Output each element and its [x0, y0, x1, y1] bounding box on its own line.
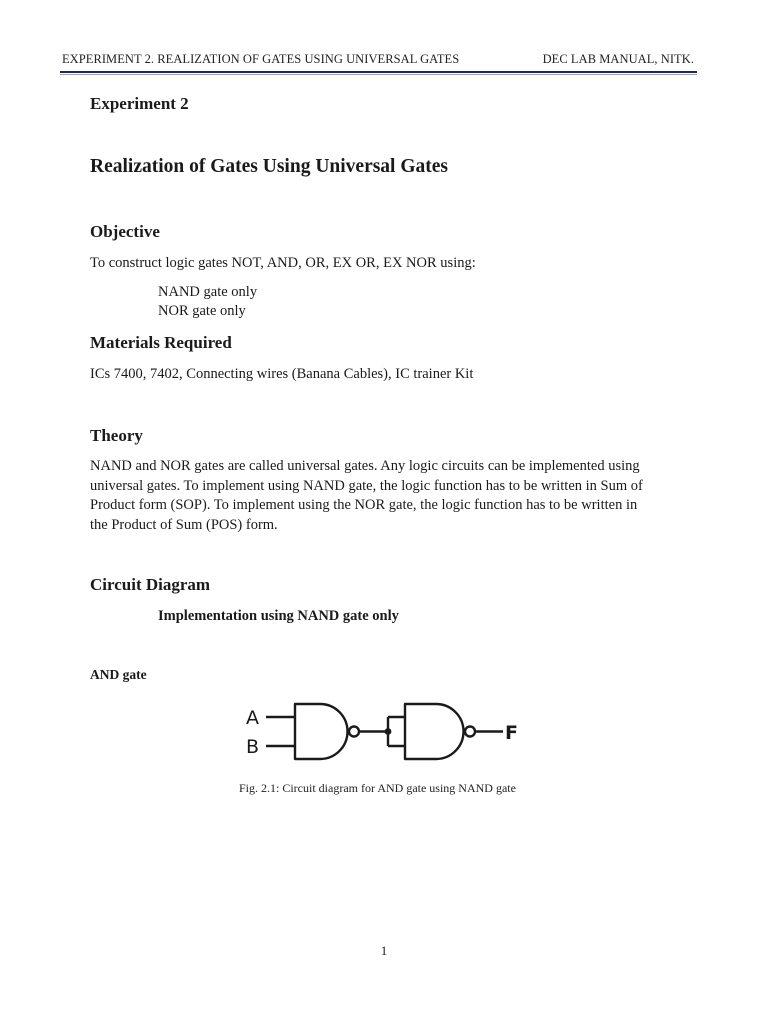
output-f-label: F [505, 722, 518, 744]
and-gate-circuit-figure [240, 696, 530, 766]
theory-heading: Theory [90, 426, 143, 445]
implementation-subheading: Implementation using NAND gate only [158, 608, 399, 624]
experiment-label: Experiment 2 [90, 94, 189, 113]
objective-item-nand: NAND gate only [158, 284, 258, 300]
nand-gate-1-bubble [349, 727, 359, 737]
header-rule-thin [60, 74, 697, 75]
input-b-label: B [246, 736, 260, 758]
objective-intro: To construct logic gates NOT, AND, OR, EX OR, EX NOR using: [90, 255, 476, 271]
page-number: 1 [380, 943, 388, 958]
theory-line: NAND and NOR gates are called universal gates. Any logic circuits can be implemented using [90, 458, 640, 474]
nand-gate-1 [295, 704, 347, 759]
page-title: Realization of Gates Using Universal Gates [90, 156, 449, 177]
materials-text: ICs 7400, 7402, Connecting wires (Banana Cables), IC trainer Kit [90, 366, 474, 382]
objective-item-nor: NOR gate only [158, 303, 246, 319]
nand-gate-2-bubble [465, 727, 475, 737]
theory-line: the Product of Sum (POS) form. [90, 516, 278, 533]
theory-line: Product form (SOP). To implement using the NOR gate, the logic function has to be written in [90, 497, 638, 513]
theory-paragraph [90, 457, 680, 535]
running-header-left: EXPERIMENT 2. REALIZATION OF GATES USING UNIVERSAL GATES [62, 52, 460, 66]
materials-heading: Materials Required [90, 333, 232, 352]
objective-heading: Objective [90, 222, 160, 241]
figure-caption: Fig. 2.1: Circuit diagram for AND gate using NAND gate [239, 781, 516, 795]
theory-line: universal gates. To implement using NAND gate, the logic function has to be written in Sum of [90, 477, 643, 494]
circuit-diagram-heading: Circuit Diagram [90, 575, 211, 594]
header-rule [60, 71, 697, 73]
input-a-label: A [246, 707, 259, 729]
and-gate-heading: AND gate [90, 667, 147, 682]
running-header-right: DEC LAB MANUAL, NITK. [542, 52, 694, 66]
nand-gate-2 [405, 704, 464, 759]
junction-dot [385, 728, 392, 735]
